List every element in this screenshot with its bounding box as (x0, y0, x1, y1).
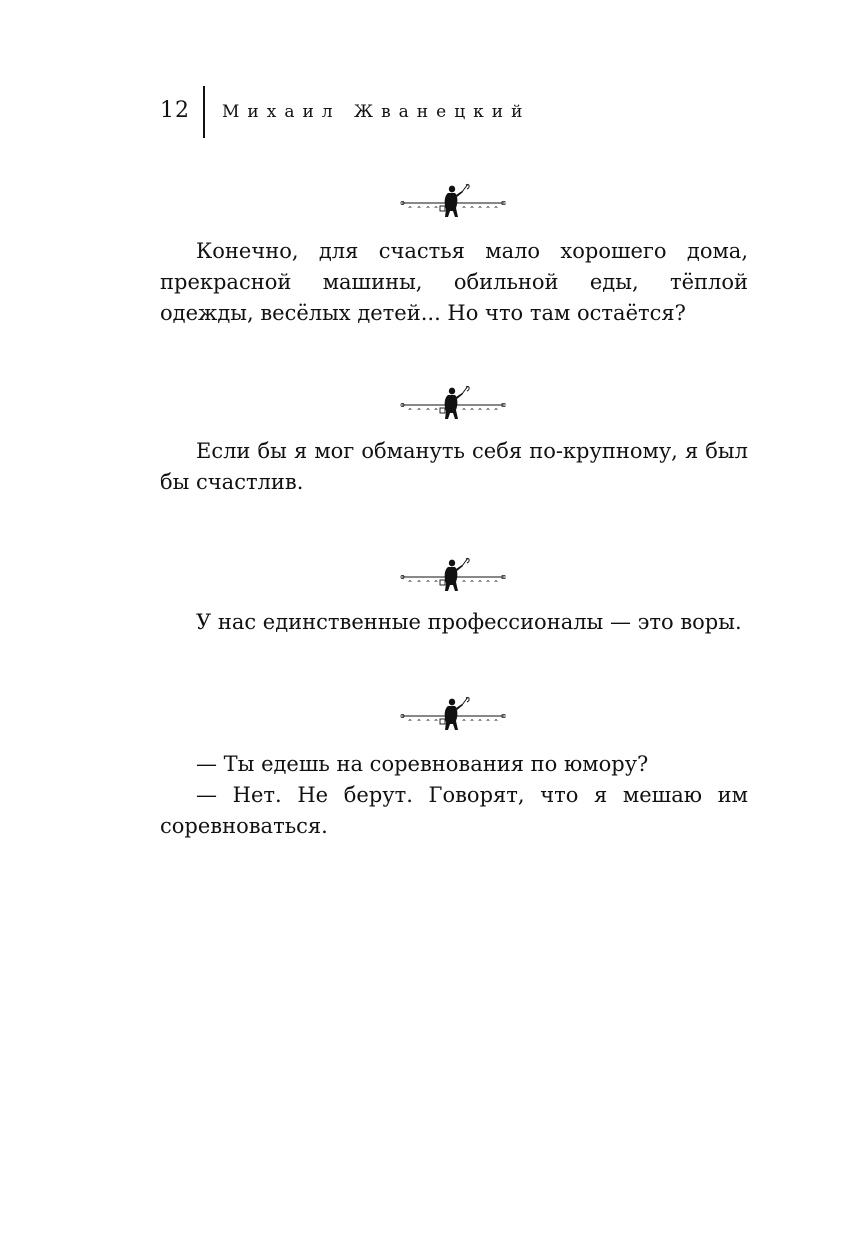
header-divider (203, 86, 205, 138)
ornament-divider (400, 384, 508, 424)
paragraph: Конечно, для счастья мало хорошего дома, прекрасной машины, обильной еды, тёплой одежды, весёлых детей... Но что там остаётся? (160, 239, 748, 325)
aphorism-section (160, 436, 748, 498)
ornament-divider (400, 556, 508, 596)
figure-with-rod-ornament-icon (400, 556, 508, 596)
figure-with-rod-ornament-icon (400, 695, 508, 735)
aphorism-section (160, 607, 748, 638)
page-number: 12 (160, 98, 190, 123)
figure-with-rod-ornament-icon (400, 182, 508, 222)
aphorism-section (160, 236, 748, 329)
ornament-divider (400, 695, 508, 735)
dialogue-line: — Ты едешь на соревнования по юмору? (196, 752, 649, 776)
figure-with-rod-ornament-icon (400, 384, 508, 424)
dialogue-line: — Нет. Не берут. Говорят, что я мешаю им соревноваться. (160, 783, 748, 838)
running-title: Михаил Жванецкий (222, 102, 531, 122)
dialogue-section (160, 749, 748, 842)
paragraph: У нас единственные профессионалы — это воры. (196, 610, 742, 634)
paragraph: Если бы я мог обмануть себя по-крупному, я был бы счастлив. (160, 439, 748, 494)
ornament-divider (400, 182, 508, 222)
